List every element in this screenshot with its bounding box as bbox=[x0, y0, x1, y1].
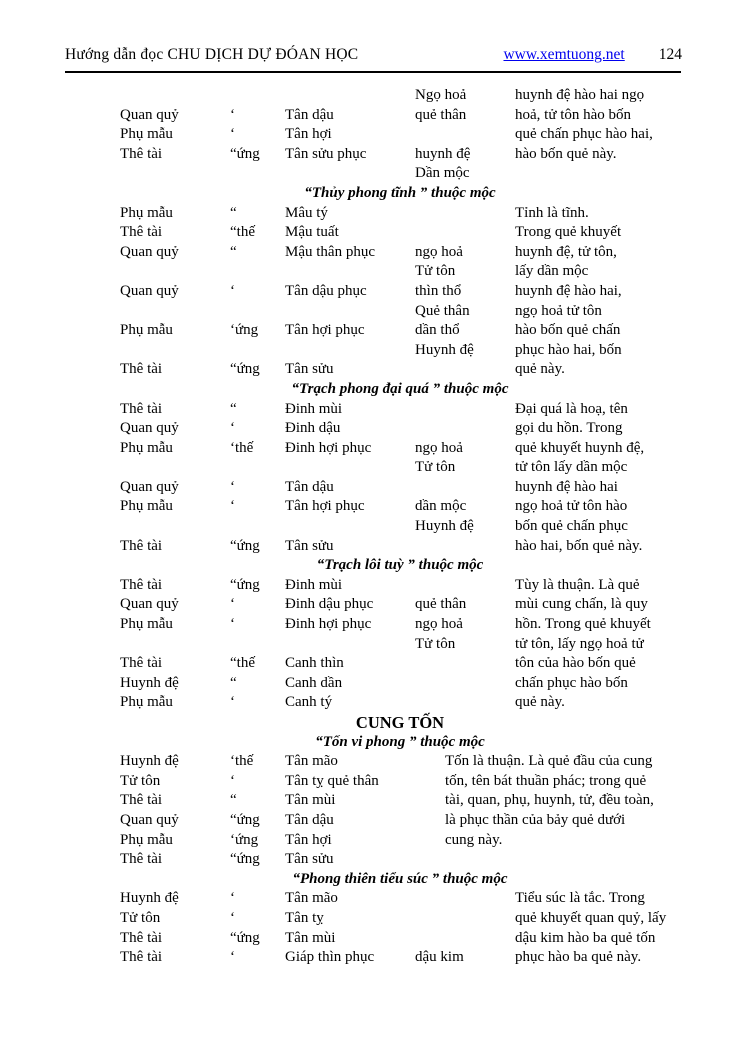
stem-branch-cell: Đinh hợi phục bbox=[285, 616, 372, 633]
relation-cell: Phụ mẫu bbox=[120, 204, 173, 221]
relation-cell: Phụ mẫu bbox=[120, 126, 173, 143]
mark-cell bbox=[230, 262, 285, 282]
table-row bbox=[120, 125, 680, 145]
hexagram-section-heading: “Thủy phong tĩnh ” thuộc mộc bbox=[304, 184, 496, 201]
mark-cell: ‘ứng bbox=[230, 831, 259, 848]
stem-branch-cell: Đinh dậu bbox=[285, 420, 341, 437]
hidden-spirit-cell: huynh đệ bbox=[415, 145, 471, 162]
hidden-spirit-cell: ngọ hoả bbox=[415, 439, 463, 456]
relation-cell: Thê tài bbox=[120, 145, 163, 162]
hidden-spirit-cell bbox=[415, 360, 515, 380]
description-cell: hoả, tử tôn hào bốn bbox=[515, 106, 632, 123]
description-cell: quẻ này. bbox=[515, 694, 565, 711]
description-cell: tài, quan, phụ, huynh, tử, đều toàn, bbox=[445, 792, 654, 809]
table-row bbox=[120, 909, 680, 929]
hidden-spirit-cell bbox=[415, 576, 515, 596]
hidden-spirit-cell: ngọ hoả bbox=[415, 616, 463, 633]
mark-cell: “ bbox=[230, 204, 237, 221]
description-cell: ngọ hoả tử tôn bbox=[515, 302, 602, 319]
hidden-spirit-cell: Huynh đệ bbox=[415, 518, 474, 535]
page-number: 124 bbox=[658, 46, 682, 63]
hexagram-section-heading: “Trạch lôi tuỳ ” thuộc mộc bbox=[316, 557, 484, 574]
relation-cell: Quan quỷ bbox=[120, 811, 179, 828]
table-row bbox=[120, 654, 680, 674]
hidden-spirit-cell: Huynh đệ bbox=[415, 341, 474, 358]
description-cell: dậu kim hào ba quẻ tốn bbox=[515, 929, 656, 946]
relation-cell bbox=[120, 262, 230, 282]
table-row bbox=[120, 831, 680, 851]
stem-branch-cell bbox=[285, 458, 415, 478]
mark-cell: ‘ bbox=[230, 949, 235, 966]
hidden-spirit-cell bbox=[415, 419, 515, 439]
table-row bbox=[120, 497, 680, 517]
table-row bbox=[120, 791, 680, 811]
mark-cell bbox=[230, 341, 285, 361]
table-row bbox=[120, 282, 680, 302]
hidden-spirit-cell: ngọ hoả bbox=[415, 243, 463, 260]
mark-cell: “ bbox=[230, 792, 237, 809]
stem-branch-cell: Tân tỵ quẻ thân bbox=[285, 772, 379, 789]
table-row bbox=[120, 204, 680, 224]
table-row bbox=[120, 106, 680, 126]
description-cell: huynh đệ hào hai ngọ bbox=[515, 87, 645, 103]
stem-branch-cell: Canh tý bbox=[285, 694, 333, 711]
description-cell: tôn của hào bốn quẻ bbox=[515, 655, 636, 672]
hexagram-section-heading: “Trạch phong đại quá ” thuộc mộc bbox=[291, 380, 509, 397]
hidden-spirit-cell bbox=[415, 693, 515, 713]
description-cell bbox=[445, 850, 680, 870]
hidden-spirit-cell: quẻ thân bbox=[415, 106, 467, 123]
relation-cell: Quan quỷ bbox=[120, 596, 179, 613]
hidden-spirit-cell bbox=[415, 909, 515, 929]
stem-branch-cell: Tân dậu bbox=[285, 811, 334, 828]
description-cell: huynh đệ, tử tôn, bbox=[515, 243, 617, 260]
hidden-spirit-cell bbox=[415, 223, 515, 243]
hidden-spirit-cell bbox=[415, 929, 515, 949]
table-row bbox=[120, 595, 680, 615]
mark-cell bbox=[230, 302, 285, 322]
mark-cell: “ứng bbox=[230, 851, 260, 868]
description-cell: chấn phục hào bốn bbox=[515, 674, 628, 691]
stem-branch-cell: Tân sửu bbox=[285, 361, 334, 378]
table-row bbox=[120, 811, 680, 831]
mark-cell: “ứng bbox=[230, 929, 260, 946]
description-cell: huynh đệ hào hai bbox=[515, 478, 618, 495]
stem-branch-cell: Tân mão bbox=[285, 753, 338, 770]
stem-branch-cell: Tân dậu bbox=[285, 106, 334, 123]
table-row bbox=[120, 145, 680, 165]
table-row bbox=[120, 360, 680, 380]
mark-cell: “ bbox=[230, 243, 237, 260]
hidden-spirit-cell bbox=[415, 478, 515, 498]
description-cell: là phục thần của bảy quẻ dưới bbox=[445, 811, 626, 828]
mark-cell: ‘ bbox=[230, 596, 235, 613]
website-link[interactable]: www.xemtuong.net bbox=[503, 46, 625, 63]
table-row bbox=[120, 674, 680, 694]
relation-cell: Huynh đệ bbox=[120, 890, 179, 907]
mark-cell: ‘ bbox=[230, 126, 235, 143]
hidden-spirit-cell bbox=[415, 537, 515, 557]
hidden-spirit-cell: Ngọ hoả bbox=[415, 87, 467, 103]
stem-branch-cell: Tân dậu bbox=[285, 478, 334, 495]
header-divider bbox=[65, 71, 681, 73]
mark-cell: “ứng bbox=[230, 145, 260, 162]
stem-branch-cell bbox=[285, 86, 415, 106]
mark-cell: ‘thế bbox=[230, 753, 254, 770]
mark-cell bbox=[230, 458, 285, 478]
description-cell: tử tôn, lấy ngọ hoả tử bbox=[515, 635, 644, 652]
table-row bbox=[120, 458, 680, 478]
stem-branch-cell: Tân mùi bbox=[285, 929, 336, 946]
table-row bbox=[120, 517, 680, 537]
relation-cell bbox=[120, 635, 230, 655]
relation-cell: Phụ mẫu bbox=[120, 322, 173, 339]
relation-cell: Phụ mẫu bbox=[120, 694, 173, 711]
hidden-spirit-cell: Tử tôn bbox=[415, 263, 456, 280]
relation-cell: Thê tài bbox=[120, 949, 163, 966]
description-cell: Trong quẻ khuyết bbox=[515, 224, 622, 241]
mark-cell: ‘ bbox=[230, 106, 235, 123]
description-cell: tử tôn lấy dần mộc bbox=[515, 459, 628, 476]
relation-cell: Thê tài bbox=[120, 224, 163, 241]
table-row bbox=[120, 302, 680, 322]
stem-branch-cell: Tân tỵ bbox=[285, 909, 324, 926]
relation-cell: Thê tài bbox=[120, 655, 163, 672]
description-cell: hào bốn quẻ này. bbox=[515, 145, 617, 162]
mark-cell: ‘ bbox=[230, 420, 235, 437]
description-cell bbox=[515, 164, 680, 184]
description-cell: Tùy là thuận. Là quẻ bbox=[515, 576, 640, 593]
table-row bbox=[120, 419, 680, 439]
hidden-spirit-cell: Quẻ thân bbox=[415, 302, 470, 319]
relation-cell: Thê tài bbox=[120, 537, 163, 554]
mark-cell bbox=[230, 635, 285, 655]
relation-cell: Thê tài bbox=[120, 361, 163, 378]
description-cell: lấy dần mộc bbox=[515, 263, 589, 280]
hidden-spirit-cell bbox=[415, 204, 515, 224]
stem-branch-cell bbox=[285, 517, 415, 537]
stem-branch-cell: Tân mùi bbox=[285, 792, 336, 809]
table-row bbox=[120, 772, 680, 792]
mark-cell: ‘ bbox=[230, 694, 235, 711]
stem-branch-cell: Đinh mùi bbox=[285, 576, 343, 593]
mark-cell: ‘ bbox=[230, 909, 235, 926]
hidden-spirit-cell bbox=[415, 400, 515, 420]
stem-branch-cell: Tân sửu phục bbox=[285, 145, 367, 162]
relation-cell: Thê tài bbox=[120, 400, 163, 417]
hexagram-section-heading: “Phong thiên tiểu súc ” thuộc mộc bbox=[292, 870, 508, 887]
stem-branch-cell bbox=[285, 635, 415, 655]
relation-cell: Thê tài bbox=[120, 576, 163, 593]
stem-branch-cell: Canh dần bbox=[285, 674, 343, 691]
table-row bbox=[120, 576, 680, 596]
hexagram-table bbox=[120, 86, 680, 968]
table-row bbox=[120, 223, 680, 243]
relation-cell: Phụ mẫu bbox=[120, 439, 173, 456]
stem-branch-cell: Tân hợi bbox=[285, 831, 332, 848]
mark-cell: “ứng bbox=[230, 361, 260, 378]
stem-branch-cell bbox=[285, 341, 415, 361]
table-row bbox=[120, 86, 680, 106]
table-row bbox=[120, 850, 680, 870]
relation-cell: Phụ mẫu bbox=[120, 616, 173, 633]
table-row bbox=[120, 478, 680, 498]
relation-cell bbox=[120, 517, 230, 537]
hidden-spirit-cell: quẻ thân bbox=[415, 596, 467, 613]
mark-cell: “thế bbox=[230, 655, 255, 672]
relation-cell bbox=[120, 302, 230, 322]
stem-branch-cell: Tân hợi phục bbox=[285, 322, 365, 339]
hidden-spirit-cell bbox=[415, 654, 515, 674]
mark-cell: ‘ bbox=[230, 282, 235, 299]
table-row bbox=[120, 615, 680, 635]
mark-cell bbox=[230, 86, 285, 106]
hidden-spirit-cell: dậu kim bbox=[415, 949, 464, 966]
hidden-spirit-cell: thìn thổ bbox=[415, 282, 462, 299]
relation-cell: Thê tài bbox=[120, 792, 163, 809]
table-row bbox=[120, 929, 680, 949]
description-cell: quẻ này. bbox=[515, 361, 565, 378]
mark-cell: ‘thế bbox=[230, 439, 254, 456]
mark-cell: ‘ bbox=[230, 616, 235, 633]
stem-branch-cell bbox=[285, 164, 415, 184]
description-cell: huynh đệ hào hai, bbox=[515, 282, 622, 299]
table-row bbox=[120, 321, 680, 341]
relation-cell: Quan quỷ bbox=[120, 106, 179, 123]
stem-branch-cell: Mâu tý bbox=[285, 204, 328, 221]
mark-cell: ‘ bbox=[230, 890, 235, 907]
stem-branch-cell bbox=[285, 262, 415, 282]
stem-branch-cell: Canh thìn bbox=[285, 655, 344, 672]
mark-cell: ‘ bbox=[230, 498, 235, 515]
description-cell: Tỉnh là tĩnh. bbox=[515, 204, 589, 221]
table-row bbox=[120, 537, 680, 557]
relation-cell: Tử tôn bbox=[120, 772, 161, 789]
relation-cell: Phụ mẫu bbox=[120, 498, 173, 515]
mark-cell: “ bbox=[230, 400, 237, 417]
description-cell: phục hào hai, bốn bbox=[515, 341, 622, 358]
description-cell: mùi cung chấn, là quy bbox=[515, 596, 648, 613]
relation-cell bbox=[120, 164, 230, 184]
description-cell: hào bốn quẻ chấn bbox=[515, 322, 621, 339]
description-cell: cung này. bbox=[445, 831, 503, 848]
hidden-spirit-cell: dần mộc bbox=[415, 498, 467, 515]
stem-branch-cell: Tân dậu phục bbox=[285, 282, 367, 299]
page-title: Hướng dẫn đọc CHU DỊCH DỰ ĐÓAN HỌC bbox=[65, 46, 359, 63]
stem-branch-cell: Giáp thìn phục bbox=[285, 949, 375, 966]
description-cell: quẻ khuyết quan quỷ, lấy bbox=[515, 909, 667, 926]
description-cell: phục hào ba quẻ này. bbox=[515, 949, 642, 966]
relation-cell bbox=[120, 458, 230, 478]
table-row bbox=[120, 400, 680, 420]
stem-branch-cell: Tân sửu bbox=[285, 851, 334, 868]
relation-cell: Quan quỷ bbox=[120, 478, 179, 495]
mark-cell: ‘ bbox=[230, 478, 235, 495]
relation-cell: Phụ mẫu bbox=[120, 831, 173, 848]
table-row bbox=[120, 262, 680, 282]
stem-branch-cell: Tân hợi bbox=[285, 126, 332, 143]
hidden-spirit-cell: Tử tôn bbox=[415, 635, 456, 652]
stem-branch-cell: Tân mão bbox=[285, 890, 338, 907]
table-row bbox=[120, 341, 680, 361]
table-row bbox=[120, 164, 680, 184]
description-cell: bốn quẻ chấn phục bbox=[515, 518, 628, 535]
relation-cell bbox=[120, 86, 230, 106]
mark-cell: ‘ứng bbox=[230, 322, 259, 339]
mark-cell: ‘ bbox=[230, 772, 235, 789]
hidden-spirit-cell: Tử tôn bbox=[415, 459, 456, 476]
relation-cell: Thê tài bbox=[120, 851, 163, 868]
mark-cell bbox=[230, 164, 285, 184]
page-header bbox=[0, 0, 744, 64]
relation-cell: Huynh đệ bbox=[120, 674, 179, 691]
stem-branch-cell bbox=[285, 302, 415, 322]
table-row bbox=[120, 439, 680, 459]
stem-branch-cell: Tân sửu bbox=[285, 537, 334, 554]
relation-cell: Thê tài bbox=[120, 929, 163, 946]
description-cell: gọi du hồn. Trong bbox=[515, 420, 623, 437]
description-cell: Đại quá là hoạ, tên bbox=[515, 400, 628, 417]
cung-section-heading: CUNG TỐN bbox=[355, 713, 445, 732]
stem-branch-cell: Đinh hợi phục bbox=[285, 439, 372, 456]
relation-cell: Quan quỷ bbox=[120, 243, 179, 260]
relation-cell: Quan quỷ bbox=[120, 420, 179, 437]
description-cell: hồn. Trong quẻ khuyết bbox=[515, 616, 651, 633]
table-row bbox=[120, 693, 680, 713]
hidden-spirit-cell bbox=[415, 674, 515, 694]
hexagram-section-heading: “Tốn vi phong ” thuộc mộc bbox=[315, 733, 485, 750]
stem-branch-cell: Đinh mùi bbox=[285, 400, 343, 417]
table-row bbox=[120, 948, 680, 968]
description-cell: quẻ khuyết huynh đệ, bbox=[515, 439, 645, 456]
table-row bbox=[120, 243, 680, 263]
relation-cell: Huynh đệ bbox=[120, 753, 179, 770]
stem-branch-cell: Đinh dậu phục bbox=[285, 596, 374, 613]
description-cell: Tốn là thuận. Là quẻ đầu của cung bbox=[445, 753, 653, 770]
description-cell: Tiểu súc là tắc. Trong bbox=[515, 890, 645, 907]
relation-cell: Quan quỷ bbox=[120, 282, 179, 299]
mark-cell: “ứng bbox=[230, 811, 260, 828]
hidden-spirit-cell: dần thổ bbox=[415, 322, 460, 339]
table-row bbox=[120, 635, 680, 655]
stem-branch-cell: Mậu tuất bbox=[285, 224, 339, 241]
description-cell: tốn, tên bát thuần phác; trong quẻ bbox=[445, 772, 647, 789]
stem-branch-cell: Mậu thân phục bbox=[285, 243, 375, 260]
mark-cell: “ứng bbox=[230, 537, 260, 554]
hidden-spirit-cell bbox=[415, 889, 515, 909]
mark-cell: “ứng bbox=[230, 576, 260, 593]
mark-cell bbox=[230, 517, 285, 537]
relation-cell bbox=[120, 341, 230, 361]
relation-cell: Tử tôn bbox=[120, 909, 161, 926]
hidden-spirit-cell: Dần mộc bbox=[415, 165, 470, 182]
description-cell: quẻ chấn phục hào hai, bbox=[515, 126, 653, 143]
mark-cell: “thế bbox=[230, 224, 255, 241]
table-row bbox=[120, 752, 680, 772]
table-row bbox=[120, 889, 680, 909]
stem-branch-cell: Tân hợi phục bbox=[285, 498, 365, 515]
hidden-spirit-cell bbox=[415, 125, 515, 145]
description-cell: ngọ hoả tử tôn hào bbox=[515, 498, 628, 515]
mark-cell: “ bbox=[230, 674, 237, 691]
description-cell: hào hai, bốn quẻ này. bbox=[515, 537, 643, 554]
